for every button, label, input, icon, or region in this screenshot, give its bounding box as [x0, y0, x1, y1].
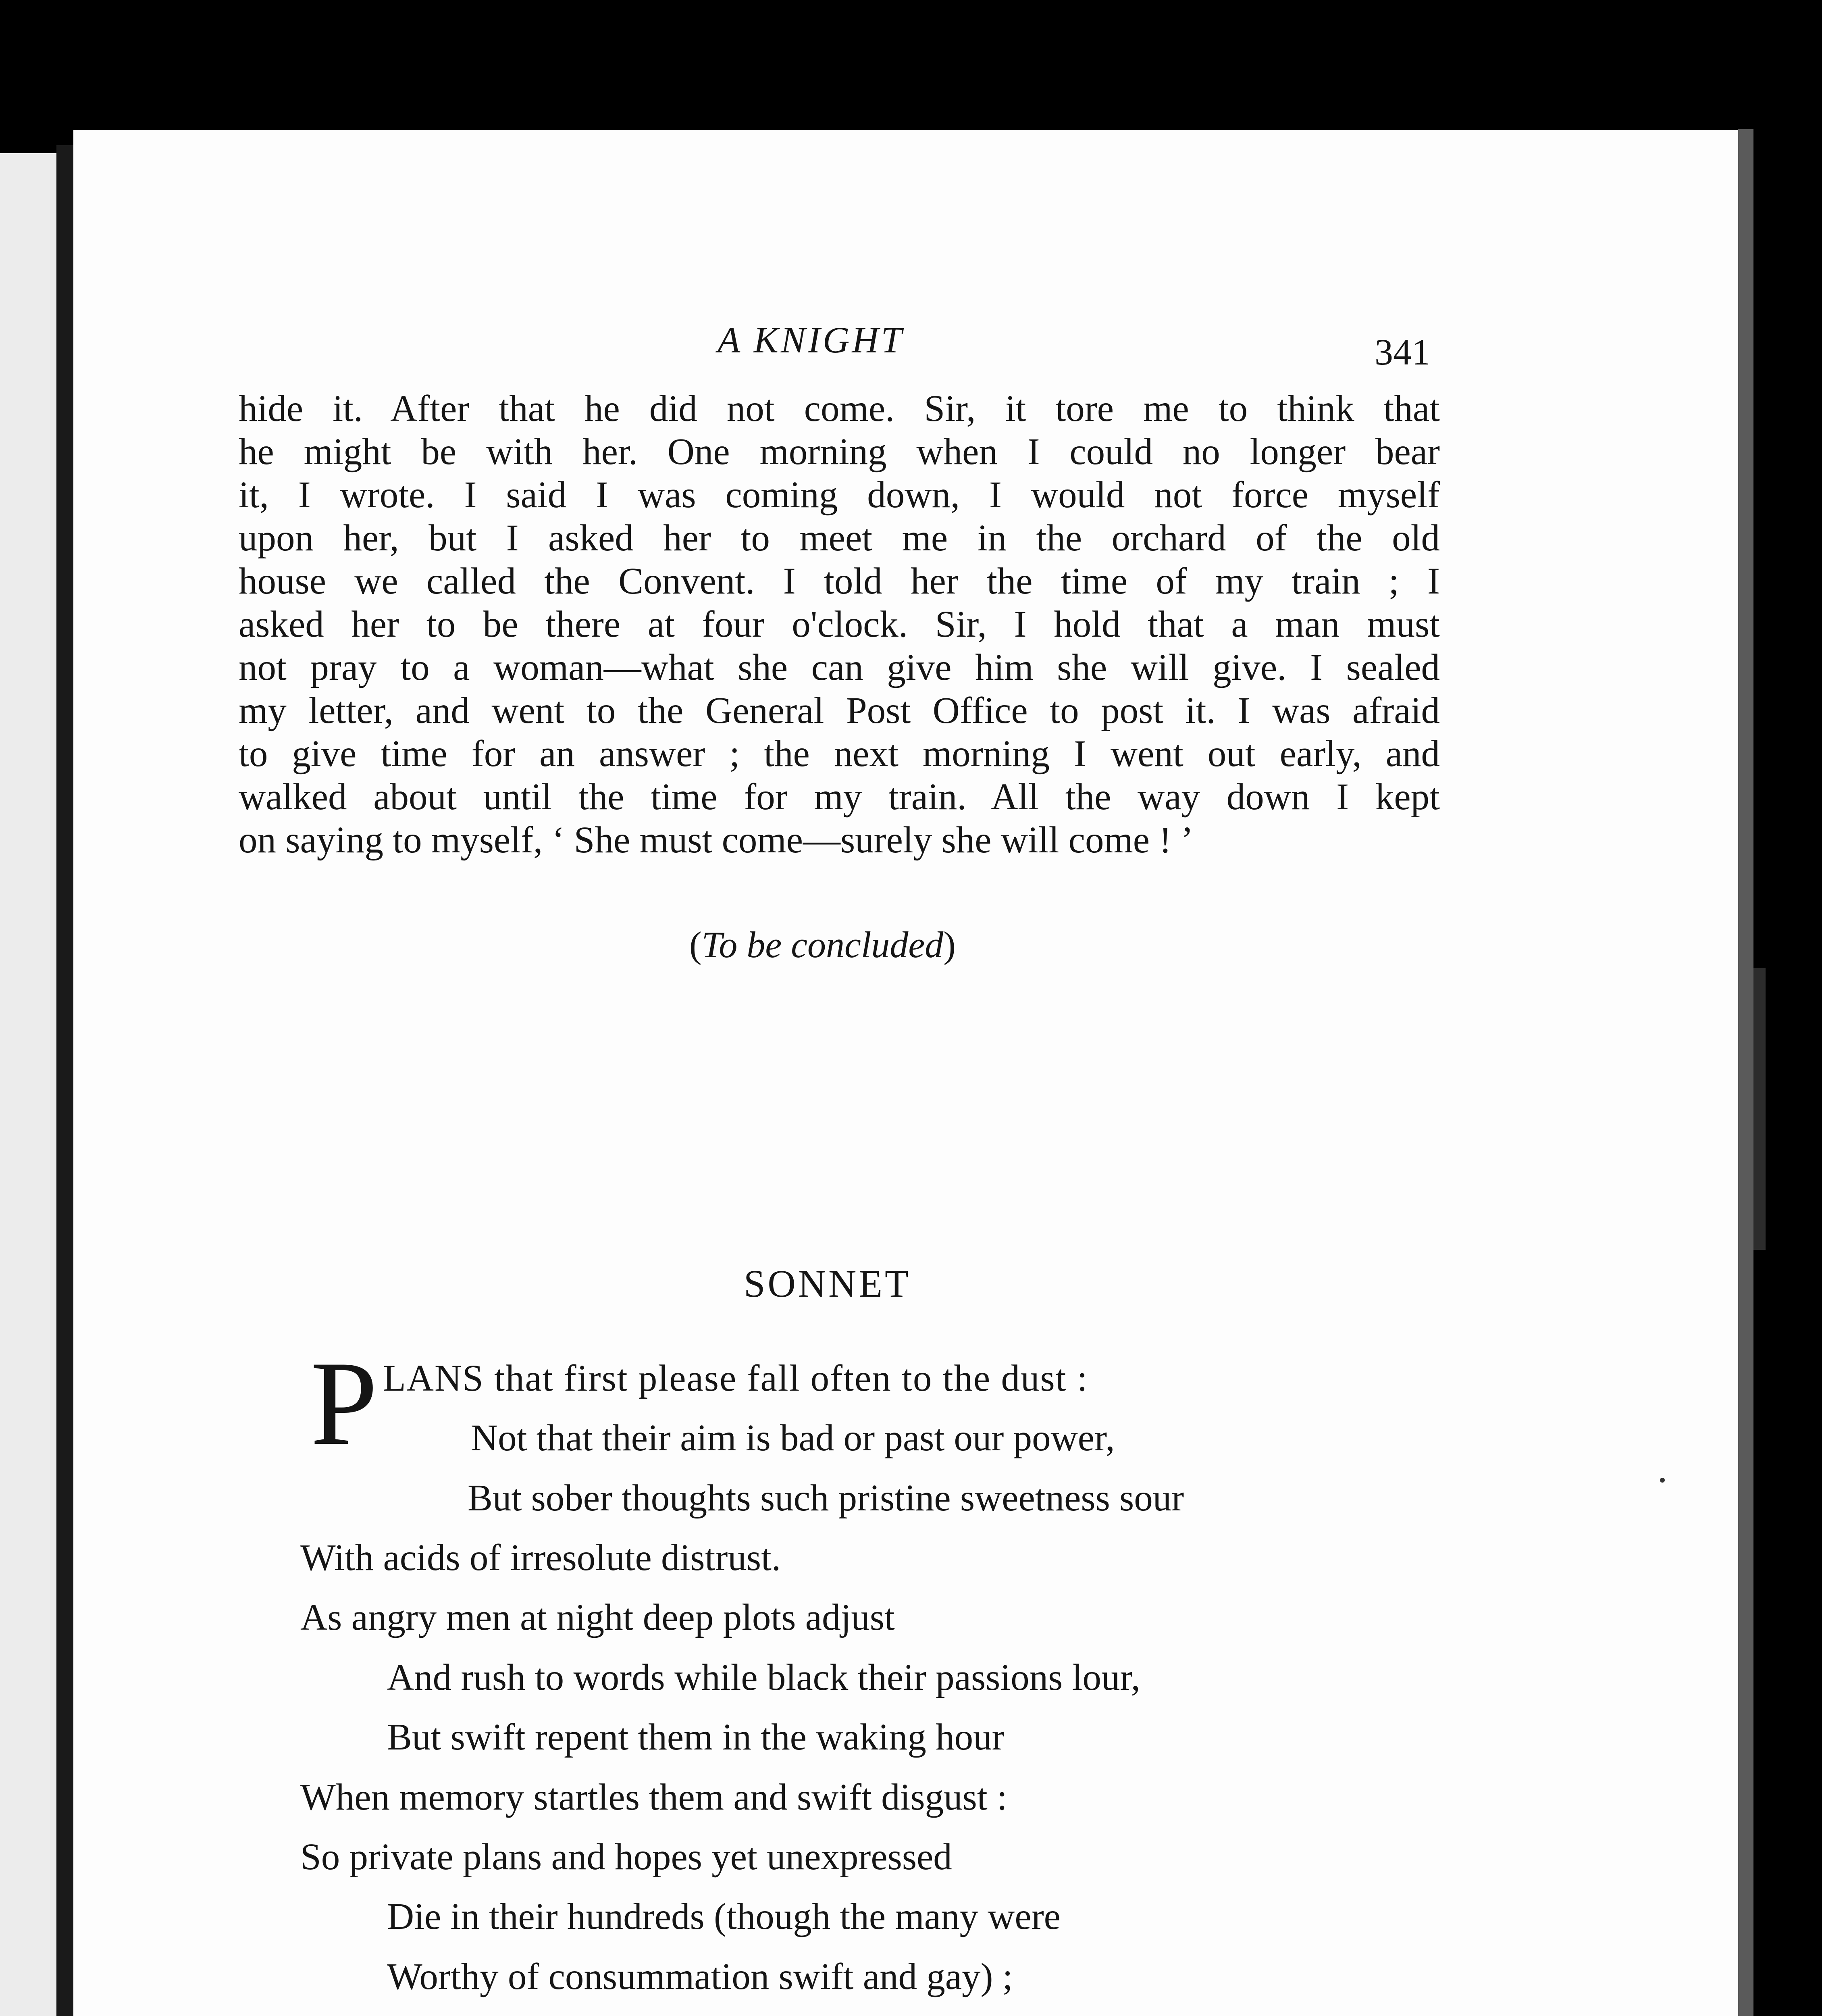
prose-line: asked her to be there at four o'clock. Sir, I hold that a man must: [239, 604, 1440, 645]
prose-line: house we called the Convent. I told her the time of my train ; I: [239, 560, 1440, 602]
prose-line: hide it. After that he did not come. Sir, it tore me to think that: [239, 388, 1440, 429]
poem-line-6: And rush to words while black their passions lour,: [387, 1657, 1140, 1698]
poem-line-3: But sober thoughts such pristine sweetness sour: [468, 1477, 1184, 1519]
prose-block: [239, 387, 1440, 862]
drop-cap: P: [310, 1336, 378, 1470]
paper-speck: [1660, 1478, 1665, 1483]
poem-line-4: With acids of irresolute distrust.: [300, 1537, 781, 1579]
page-right-edge: [1738, 129, 1753, 2016]
to-be-concluded-note: [689, 923, 956, 966]
poem-line-2: Not that their aim is bad or past our power,: [471, 1417, 1115, 1459]
poem-line-8: When memory startles them and swift disgust :: [300, 1776, 1007, 1818]
poem-line-7: But swift repent them in the waking hour: [387, 1716, 1005, 1758]
page-stack-edge: [1753, 968, 1766, 1250]
prose-line: he might be with her. One morning when I could no longer bear: [239, 431, 1440, 473]
poem-line-5: As angry men at night deep plots adjust: [300, 1597, 895, 1638]
prose-line: on saying to myself, ‘ She must come—surely she will come ! ’: [239, 819, 1194, 861]
prose-line: walked about until the time for my train. All the way down I kept: [239, 776, 1440, 818]
prose-line: it, I wrote. I said I was coming down, I would not force myself: [239, 474, 1440, 516]
running-head: A KNIGHT: [718, 319, 904, 360]
poem-line-9: So private plans and hopes yet unexpressed: [300, 1836, 952, 1878]
page-number: 341: [1375, 331, 1430, 373]
prose-line: to give time for an answer ; the next morning I went out early, and: [239, 733, 1440, 775]
sonnet-title: SONNET: [744, 1262, 911, 1305]
poem-line-11: Worthy of consummation swift and gay) ;: [387, 1956, 1013, 1997]
gutter-shadow: [56, 145, 75, 2016]
prose-line: not pray to a woman—what she can give him she will give. I sealed: [239, 647, 1440, 688]
poem-line-10: Die in their hundreds (though the many were: [387, 1896, 1061, 1937]
prose-line: upon her, but I asked her to meet me in the orchard of the old: [239, 517, 1440, 559]
to-be-concluded-text: To be concluded: [701, 924, 944, 965]
paren-open: (: [689, 924, 702, 965]
prose-line: my letter, and went to the General Post Office to post it. I was afraid: [239, 690, 1440, 731]
paren-close: ): [943, 924, 956, 965]
poem-line-1: LANS that first please fall often to the dust :: [383, 1358, 1088, 1399]
